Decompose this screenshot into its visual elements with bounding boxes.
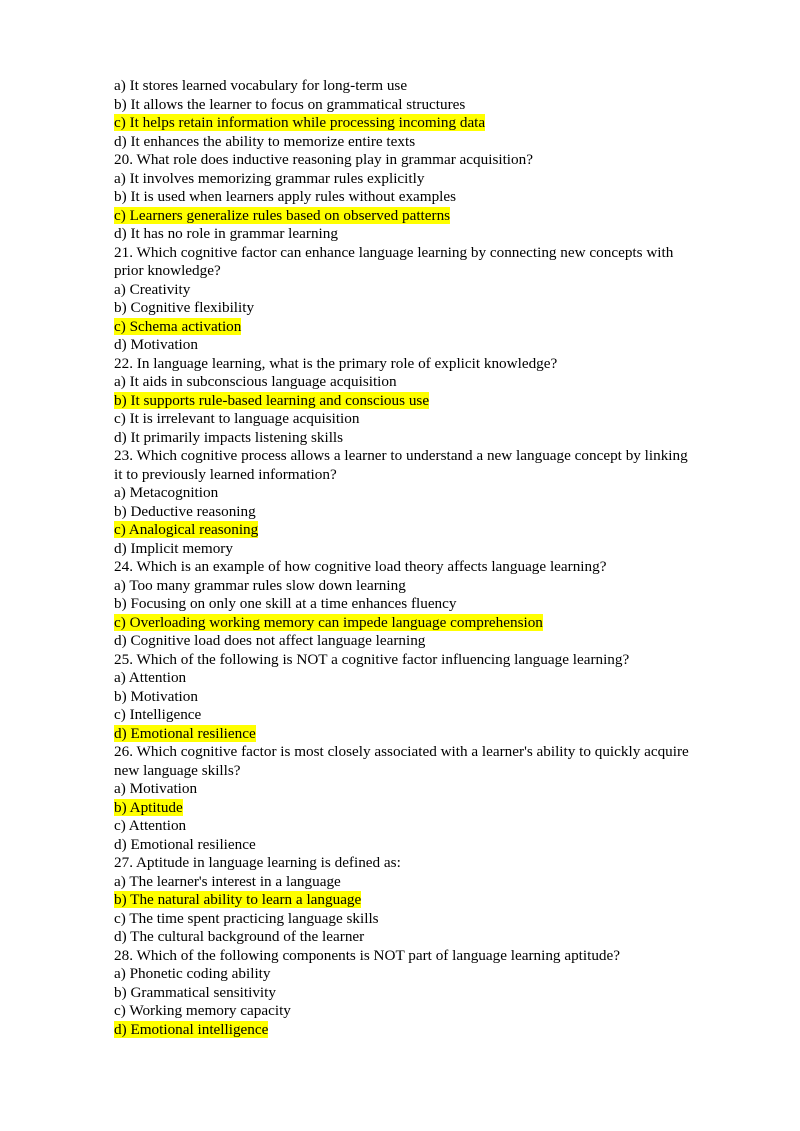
option-text: d) It has no role in grammar learning [114, 225, 338, 242]
option-text: c) It is irrelevant to language acquisition [114, 410, 360, 427]
option-text: a) It stores learned vocabulary for long-term use [114, 77, 408, 94]
option-text: d) Cognitive load does not affect language learning [114, 632, 426, 649]
question-text: 27. Aptitude in language learning is defined as: [114, 854, 401, 871]
q26-option-a [114, 780, 694, 799]
q25-option-a [114, 669, 694, 688]
q21-option-a [114, 281, 694, 300]
option-text: d) Implicit memory [114, 539, 233, 557]
answer-highlight: b) The natural ability to learn a language [114, 891, 362, 908]
q26-option-d [114, 836, 694, 855]
question-20 [114, 151, 694, 244]
q20-option-a [114, 170, 694, 189]
q19-option-c [114, 114, 694, 133]
option-text: b) Cognitive flexibility [114, 299, 255, 316]
option-text: b) Deductive reasoning [114, 502, 256, 520]
answer-highlight: b) Aptitude [114, 798, 183, 816]
question-23 [114, 447, 694, 558]
question-22 [114, 355, 694, 448]
question-text: 21. Which cognitive factor can enhance language learning by connecting new concepts with prior knowledge? [114, 243, 674, 279]
answer-highlight: c) Analogical reasoning [114, 521, 259, 538]
q20-option-d [114, 225, 694, 244]
option-text: b) It allows the learner to focus on grammatical structures [114, 95, 466, 113]
answer-highlight: d) Emotional intelligence [114, 1020, 269, 1038]
option-text: a) Attention [114, 669, 187, 686]
q23-option-d [114, 540, 694, 559]
question-text: 22. In language learning, what is the primary role of explicit knowledge? [114, 354, 558, 372]
question-text: 25. Which of the following is NOT a cognitive factor influencing language learning? [114, 650, 630, 668]
q23-option-a [114, 484, 694, 503]
question-text: 24. Which is an example of how cognitive load theory affects language learning? [114, 558, 607, 575]
q28-option-d [114, 1021, 694, 1040]
option-text: b) Focusing on only one skill at a time enhances fluency [114, 595, 457, 612]
q24-option-a [114, 577, 694, 596]
question-26 [114, 743, 694, 854]
q24-option-c [114, 614, 694, 633]
q22-option-d [114, 429, 694, 448]
q28-option-c [114, 1002, 694, 1021]
question-19-options [114, 77, 694, 151]
answer-highlight: c) Overloading working memory can impede language comprehension [114, 613, 543, 631]
q28-option-a [114, 965, 694, 984]
q20-option-c [114, 207, 694, 226]
option-text: a) Metacognition [114, 484, 219, 501]
q19-option-b [114, 96, 694, 115]
q26-option-c [114, 817, 694, 836]
answer-highlight: c) Schema activation [114, 317, 242, 335]
question-25 [114, 651, 694, 744]
answer-highlight: c) Learners generalize rules based on observed patterns [114, 206, 451, 224]
answer-highlight: d) Emotional resilience [114, 724, 256, 742]
q21-option-c [114, 318, 694, 337]
option-text: a) Motivation [114, 780, 198, 797]
option-text: b) It is used when learners apply rules without examples [114, 188, 457, 205]
q27-option-d [114, 928, 694, 947]
option-text: d) The cultural background of the learner [114, 928, 365, 945]
q28-option-b [114, 984, 694, 1003]
option-text: c) Attention [114, 817, 187, 834]
q22-option-b [114, 392, 694, 411]
option-text: c) The time spent practicing language skills [114, 909, 379, 927]
q25-option-d [114, 725, 694, 744]
answer-highlight: c) It helps retain information while processing incoming data [114, 114, 486, 131]
q19-option-d [114, 133, 694, 152]
question-28 [114, 947, 694, 1040]
option-text: b) Grammatical sensitivity [114, 983, 276, 1001]
document-page [114, 77, 694, 1039]
question-text: 28. Which of the following components is NOT part of language learning aptitude? [114, 946, 620, 964]
q27-option-a [114, 873, 694, 892]
answer-highlight: b) It supports rule-based learning and conscious use [114, 391, 430, 409]
option-text: c) Intelligence [114, 706, 202, 723]
option-text: c) Working memory capacity [114, 1002, 291, 1019]
option-text: a) Creativity [114, 280, 191, 298]
option-text: d) Emotional resilience [114, 835, 256, 853]
q23-option-b [114, 503, 694, 522]
option-text: d) It enhances the ability to memorize entire texts [114, 132, 416, 150]
q24-option-b [114, 595, 694, 614]
question-text: 26. Which cognitive factor is most closely associated with a learner's ability to quickly acquire new language skills? [114, 743, 689, 779]
question-24 [114, 558, 694, 651]
q24-option-d [114, 632, 694, 651]
q26-option-b [114, 799, 694, 818]
q22-option-c [114, 410, 694, 429]
option-text: b) Motivation [114, 687, 198, 705]
option-text: d) It primarily impacts listening skills [114, 428, 344, 446]
option-text: d) Motivation [114, 336, 198, 353]
q21-option-d [114, 336, 694, 355]
q27-option-b [114, 891, 694, 910]
question-21 [114, 244, 694, 355]
option-text: a) It involves memorizing grammar rules explicitly [114, 169, 425, 187]
question-text: 20. What role does inductive reasoning play in grammar acquisition? [114, 151, 533, 168]
question-27 [114, 854, 694, 947]
option-text: a) Phonetic coding ability [114, 965, 271, 982]
option-text: a) Too many grammar rules slow down learning [114, 576, 406, 594]
question-text: 23. Which cognitive process allows a learner to understand a new language concept by linking it to previously learned information? [114, 447, 688, 483]
q22-option-a [114, 373, 694, 392]
q19-option-a [114, 77, 694, 96]
q20-option-b [114, 188, 694, 207]
option-text: a) The learner's interest in a language [114, 872, 341, 890]
q25-option-b [114, 688, 694, 707]
q25-option-c [114, 706, 694, 725]
q23-option-c [114, 521, 694, 540]
option-text: a) It aids in subconscious language acquisition [114, 373, 397, 390]
q27-option-c [114, 910, 694, 929]
q21-option-b [114, 299, 694, 318]
